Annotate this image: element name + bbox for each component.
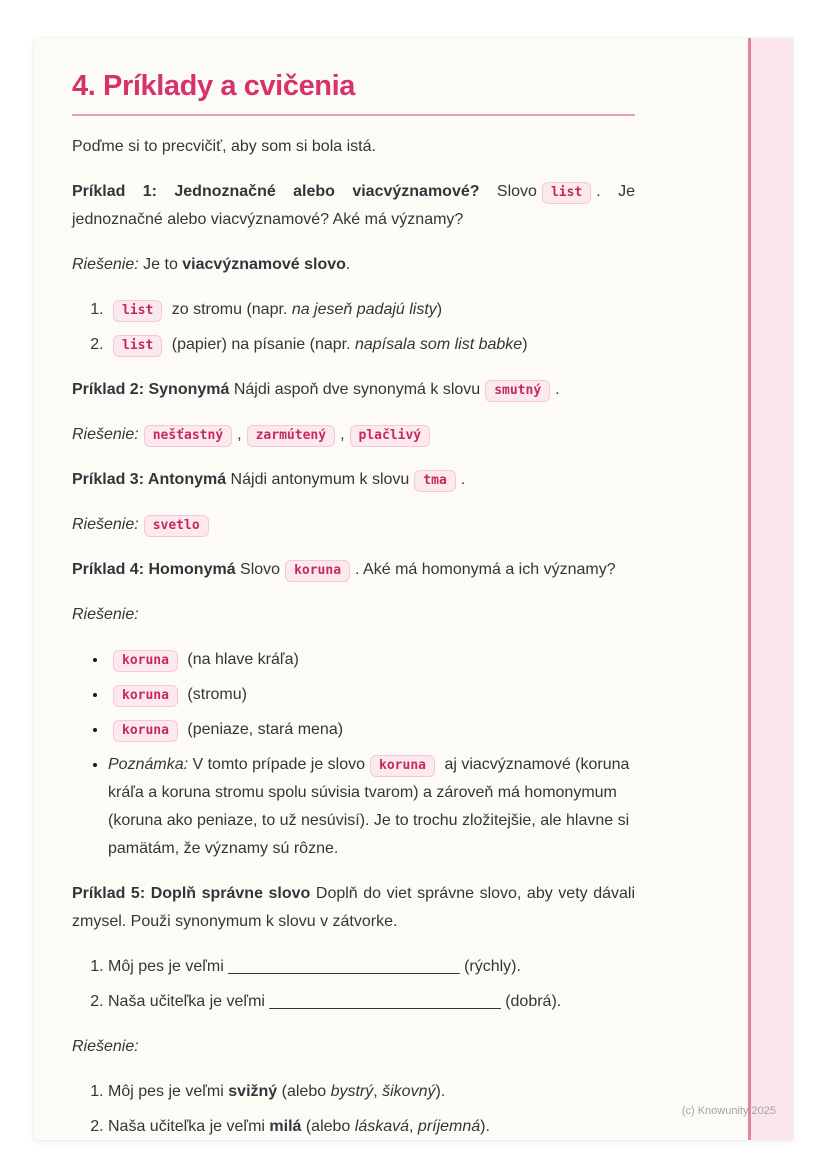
solution3-line	[72, 511, 635, 539]
text-segment-normal: Môj pes je veľmi __________________________ (rýchly).	[108, 958, 521, 975]
example1-paragraph	[72, 178, 635, 234]
text-segment-normal: Doplň do viet správne slovo, aby vety dávali zmysel. Použi synonymum k slovu v zátvorke.	[72, 885, 636, 930]
inline-code-badge: svetlo	[144, 515, 209, 537]
list-item	[108, 681, 635, 709]
text-segment-italic: príjemná	[417, 1118, 481, 1135]
text-segment-normal: Poďme si to precvičiť, aby som si bola istá.	[72, 138, 376, 155]
text-segment-bold: viacvýznamové slovo	[182, 256, 346, 273]
text-segment-normal: . Je jednoznačné alebo viacvýznamové? Aké má významy?	[72, 183, 635, 228]
list-item	[108, 1078, 635, 1106]
text-segment-normal: (alebo	[277, 1083, 331, 1100]
inline-code-badge: koruna	[113, 685, 178, 707]
solution4-line	[72, 601, 635, 629]
list-item	[108, 646, 635, 674]
text-segment-normal: (alebo	[301, 1118, 355, 1135]
text-segment-italic: bystrý	[330, 1083, 374, 1100]
example4-paragraph	[72, 556, 635, 584]
text-segment-normal: .	[460, 471, 466, 488]
text-segment-normal: aj viacvýznamové (koruna kráľa a koruna stromu spolu súvisia tvarom) a zároveň má homonymum (koruna ako peniaze, to už nesúvisí). Je to trochu zložitejšie, ale hlavne si pamätám, že významy sú rôzne.	[108, 756, 630, 857]
text-segment-bold: Príklad 2: Synonymá	[72, 381, 230, 398]
text-segment-normal: Slovo	[479, 183, 537, 200]
example2-paragraph	[72, 376, 635, 404]
solution5-line	[72, 1033, 635, 1061]
example1-meanings-list	[72, 296, 635, 359]
inline-code-badge: koruna	[113, 650, 178, 672]
text-segment-italic: Riešenie:	[72, 426, 139, 443]
text-segment-bold: Príklad 3: Antonymá	[72, 471, 227, 488]
text-segment-normal: .	[555, 381, 560, 398]
inline-code-badge: list	[113, 300, 162, 322]
text-segment-normal: . Aké má homonymá a ich významy?	[355, 561, 616, 578]
list-item	[108, 988, 635, 1016]
text-segment-normal: Naša učiteľka je veľmi	[108, 1118, 270, 1135]
inline-code-badge: koruna	[113, 720, 178, 742]
list-item	[108, 716, 635, 744]
fill-in-list	[72, 953, 635, 1016]
text-segment-bold: Príklad 5: Doplň správne slovo	[72, 885, 311, 902]
solution2-line	[72, 421, 635, 449]
watermark: (c) Knowunity 2025	[681, 1105, 776, 1117]
text-segment-normal: (na hlave kráľa)	[182, 651, 299, 668]
page-title: 4. Príklady a cvičenia	[72, 70, 355, 102]
text-segment-italic: šikovný	[382, 1083, 436, 1100]
text-segment-normal: ).	[480, 1118, 490, 1135]
text-segment-bold: milá	[269, 1118, 302, 1135]
intro-paragraph	[72, 133, 635, 161]
text-segment-normal: V tomto prípade je slovo	[188, 756, 366, 773]
text-segment-italic: Riešenie:	[72, 1038, 139, 1055]
text-segment-bold: svižný	[228, 1083, 278, 1100]
text-segment-normal: zo stromu (napr.	[167, 301, 292, 318]
text-segment-normal: ,	[409, 1118, 418, 1135]
text-segment-normal: Nájdi antonymum k slovu	[226, 471, 410, 488]
text-segment-bold: Príklad 4: Homonymá	[72, 561, 236, 578]
text-segment-normal: Je to	[138, 256, 183, 273]
text-segment-normal: Naša učiteľka je veľmi __________________________ (dobrá).	[108, 993, 562, 1010]
text-segment-italic: láskavá	[354, 1118, 410, 1135]
inline-code-badge: koruna	[285, 560, 350, 582]
text-segment-normal: (peniaze, stará mena)	[182, 721, 344, 738]
inline-code-badge: tma	[414, 470, 455, 492]
text-segment-normal: ,	[340, 426, 345, 443]
text-segment-normal: )	[522, 336, 528, 353]
text-segment-italic: Riešenie:	[72, 516, 139, 533]
text-segment-normal: )	[436, 301, 443, 318]
solution1-line	[72, 251, 635, 279]
text-segment-italic: Riešenie:	[72, 606, 139, 623]
text-segment-bold: Príklad 1: Jednoznačné alebo viacvýznamové?	[72, 183, 480, 200]
inline-code-badge: list	[542, 182, 591, 204]
list-item	[108, 296, 635, 324]
text-segment-italic: na jeseň padajú listy	[291, 301, 437, 318]
text-segment-normal: Nájdi aspoň dve synonymá k slovu	[229, 381, 481, 398]
inline-code-badge: list	[113, 335, 162, 357]
inline-code-badge: plačlivý	[350, 425, 431, 447]
inline-code-badge: zarmútený	[247, 425, 335, 447]
inline-code-badge: nešťastný	[144, 425, 232, 447]
text-segment-normal: Môj pes je veľmi	[108, 1083, 229, 1100]
title-divider	[72, 114, 635, 116]
list-item	[108, 331, 635, 359]
text-segment-normal: (stromu)	[182, 686, 247, 703]
solution5-list	[72, 1078, 635, 1141]
document-page	[34, 38, 793, 1140]
list-item	[108, 1113, 635, 1141]
example5-paragraph	[72, 880, 635, 936]
homonyma-bullet-list	[72, 646, 635, 863]
text-segment-normal: ,	[237, 426, 242, 443]
text-segment-italic: Poznámka:	[108, 756, 189, 773]
page-content	[72, 38, 635, 1141]
text-segment-italic: napísala som list babke	[354, 336, 523, 353]
list-item	[108, 953, 635, 981]
inline-code-badge: koruna	[370, 755, 435, 777]
text-segment-normal: ).	[435, 1083, 446, 1100]
note-item	[108, 751, 635, 863]
example3-paragraph	[72, 466, 635, 494]
pink-stripe-decoration	[748, 38, 793, 1140]
text-segment-normal: ,	[373, 1083, 383, 1100]
text-segment-italic: Riešenie:	[72, 256, 139, 273]
text-segment-normal: Slovo	[235, 561, 281, 578]
inline-code-badge: smutný	[485, 380, 550, 402]
text-segment-normal: (papier) na písanie (napr.	[167, 336, 355, 353]
text-segment-normal: .	[345, 256, 351, 273]
